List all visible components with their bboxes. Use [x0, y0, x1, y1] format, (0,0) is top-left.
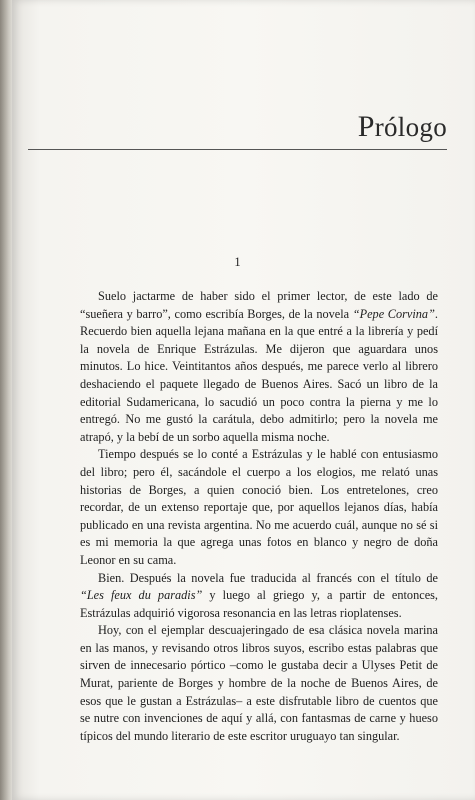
body-text	[80, 288, 438, 745]
section-number: 1	[234, 255, 241, 269]
title-rule	[28, 149, 447, 150]
paragraph-text: Suelo jactarme de haber sido el primer lector, de este lado de “sueñera y barro”, como escribía Borges, de la novela	[80, 289, 438, 321]
paragraph-text: Tiempo después se lo conté a Estrázulas y le hablé con entusiasmo del libro; pero él, sacándole el cuerpo a los elogios, me relató unas historias de Borges, a quien conoció bien. Los entretelones, creo recordar, de un extenso reportaje que, por aquellos lejanos días, había publicado en una revista argentina. No me acuerdo cuál, aunque no sé si es mi memoria la que agrega unas fotos en blanco y negro de doña Leonor en su cama.	[80, 447, 438, 567]
paragraph-text: Bien. Después la novela fue traducida al francés con el título de	[98, 570, 438, 585]
chapter-title	[358, 110, 447, 144]
book-title-italic: “Pepe Corvina”	[352, 306, 435, 321]
paragraph	[80, 570, 438, 623]
paragraph	[80, 288, 438, 446]
book-title-italic: “Les feux du paradis”	[80, 588, 203, 603]
paragraph-text: . Recuerdo bien aquella lejana mañana en la que entré a la librería y pedí la novela de Enrique Estrázulas. Me dijeron que aguardara unos minutos. Lo hice. Veintitantos años después, me parece verlo al librero deshaciendo el paquete llegado de Buenos Aires. Sacó un libro de la editorial Sudamericana, lo sacudió un poco contra la pierna y me lo entregó. No me gustó la carátula, debo admitirlo; pero la novela me atrapó, y la bebí de un sorbo aquella misma noche.	[80, 306, 438, 444]
paragraph-text: y luego al griego y, a partir de entonces, Estrázulas adquirió vigorosa resonancia en las letras rioplatenses.	[80, 588, 439, 620]
chapter-title-initial: P	[357, 110, 375, 143]
paragraph-text: Hoy, con el ejemplar descuajeringado de esa clásica novela marina en las manos, y revisando otros libros suyos, escribo estas palabras que sirven de innecesario pórtico –como le gustaba decir a Ulyses Petit de Murat, pariente de Borges y hombre de la noche de Buenos Aires, de esos que le gustan a Estrázulas– a este disfrutable libro de cuentos que se nutre con invenciones de aquí y allá, con fantasmas de carne y hueso típicos del mundo literario de este escritor uruguayo tan singular.	[80, 623, 438, 743]
chapter-title-rest: rólogo	[374, 112, 447, 142]
paragraph	[80, 446, 438, 569]
paragraph	[80, 622, 438, 745]
